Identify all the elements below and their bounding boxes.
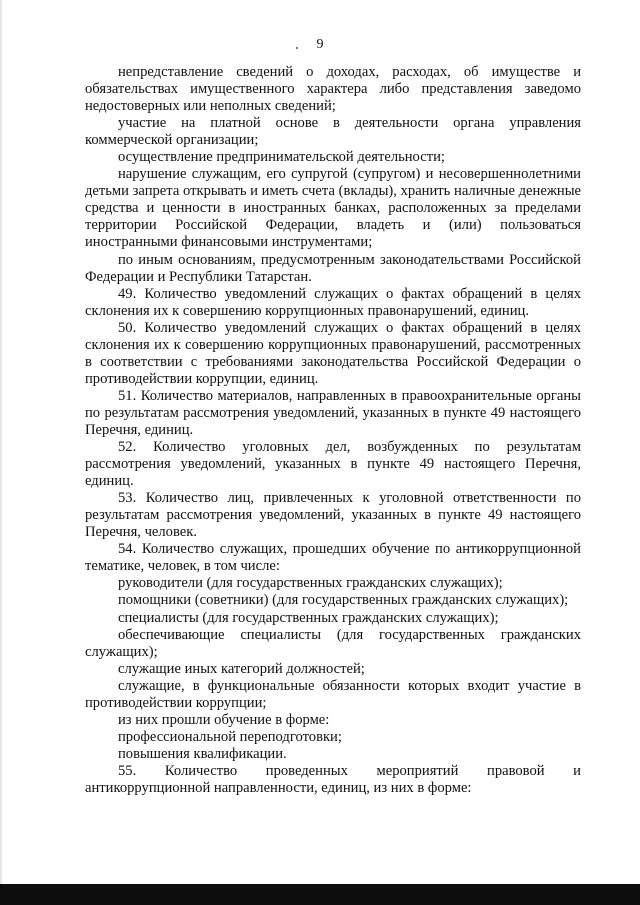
subitem-qualification: повышения квалификации.	[118, 745, 287, 762]
item-52: 52. Количество уголовных дел, возбужденных по результатам рассмотрения уведомлений, указанных в пункте 49 настоящего Перечня, единиц.	[85, 439, 581, 490]
paragraph-paid-participation: участие на платной основе в деятельности органа управления коммерческой организации;	[85, 115, 581, 149]
subitem-anticorruption-duties: служащие, в функциональные обязанности которых входит участие в противодействии коррупции;	[85, 677, 581, 711]
subitem-specialists: специалисты (для государственных гражданских служащих);	[118, 609, 499, 626]
subitem-heads: руководители (для государственных гражданских служащих);	[118, 575, 503, 592]
subitem-retraining: профессиональной переподготовки;	[118, 728, 342, 745]
item-53: 53. Количество лиц, привлеченных к уголовной ответственности по результатам рассмотрения уведомлений, указанных в пункте 49 настоящего Перечня, человек.	[85, 490, 581, 541]
scan-speck	[296, 47, 298, 49]
document-body	[85, 64, 581, 797]
item-54: 54. Количество служащих, прошедших обучение по антикоррупционной тематике, человек, в том числе:	[85, 541, 581, 575]
subitem-assistants: помощники (советники) (для государственных гражданских служащих);	[118, 592, 569, 609]
subitem-supporting-specialists: обеспечивающие специалисты (для государственных гражданских служащих);	[85, 626, 581, 660]
paragraph-foreign-accounts: нарушение служащим, его супругой (супругом) и несовершеннолетними детьми запрета открывать и иметь счета (вклады), хранить наличные денежные средства и ценности в иностранных банках, расположенных за пределами территории Российской Федерации, владеть и (или) пользоваться иностранными финансовыми инструментами;	[85, 166, 581, 251]
paragraph-nonsubmission: непредставление сведений о доходах, расходах, об имуществе и обязательствах имущественного характера либо представления заведомо недостоверных или неполных сведений;	[85, 64, 581, 115]
scan-bottom-border	[0, 884, 640, 905]
subitem-training-forms: из них прошли обучение в форме:	[118, 711, 330, 728]
item-50: 50. Количество уведомлений служащих о фактах обращений в целях склонения их к совершению коррупционных правонарушений, рассмотренных в соответствии с требованиями законодательства Российской Федерации о противодействии коррупции, единиц.	[85, 319, 581, 387]
item-49: 49. Количество уведомлений служащих о фактах обращений в целях склонения их к совершению коррупционных правонарушений, единиц.	[85, 285, 581, 319]
item-55: 55. Количество проведенных мероприятий правовой и антикоррупционной направленности, единиц, из них в форме:	[85, 762, 581, 796]
subitem-other-categories: служащие иных категорий должностей;	[118, 660, 365, 677]
item-51: 51. Количество материалов, направленных в правоохранительные органы по результатам рассмотрения уведомлений, указанных в пункте 49 настоящего Перечня, единиц.	[85, 387, 581, 438]
paragraph-other-grounds: по иным основаниям, предусмотренным законодательствами Российской Федерации и Республики Татарстан.	[85, 251, 581, 285]
page-number: 9	[316, 37, 324, 52]
paragraph-entrepreneurship: осуществление предпринимательской деятельности;	[118, 149, 445, 166]
scan-left-edge	[0, 0, 2, 884]
